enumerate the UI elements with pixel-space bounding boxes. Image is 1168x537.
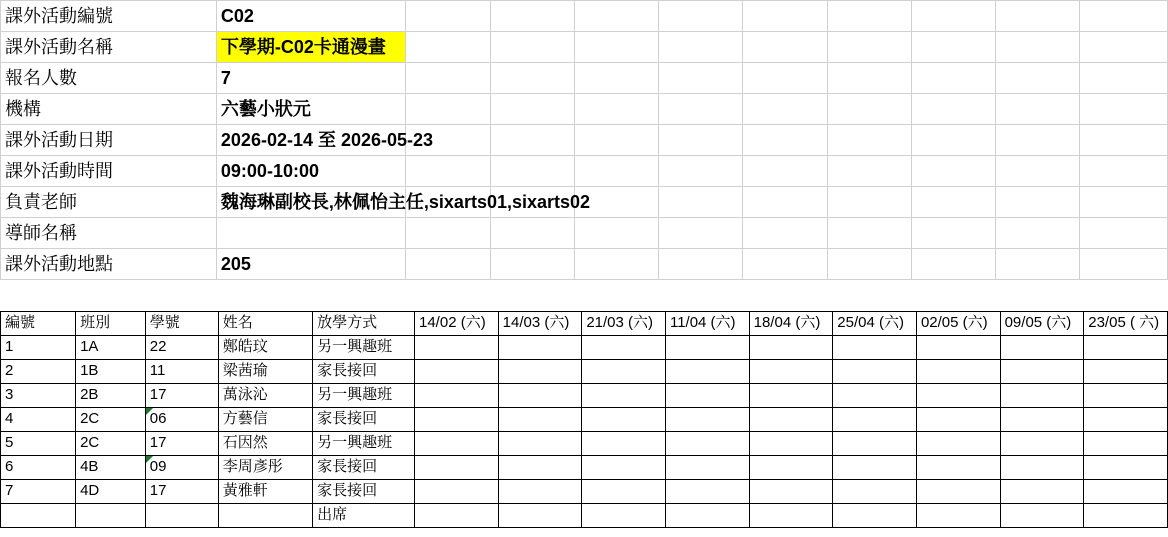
- info-row: [1, 249, 1168, 280]
- cell-attendance[interactable]: [1000, 479, 1084, 503]
- cell-name[interactable]: 方藝信: [218, 407, 312, 431]
- cell-attendance[interactable]: [665, 455, 749, 479]
- empty-cell[interactable]: [659, 187, 743, 218]
- table-row: [1, 359, 1168, 383]
- empty-cell[interactable]: [490, 218, 574, 249]
- info-label-organisation: 機構: [1, 94, 217, 125]
- column-header-dismissal[interactable]: 放學方式: [313, 311, 415, 335]
- cell-class[interactable]: 2C: [76, 407, 146, 431]
- cell-attendance[interactable]: [916, 479, 1000, 503]
- cell-attendance[interactable]: [582, 479, 666, 503]
- cell-attendance[interactable]: [415, 407, 499, 431]
- empty-cell[interactable]: [827, 218, 911, 249]
- cell-attendance[interactable]: [498, 335, 582, 359]
- column-header-date-6[interactable]: 25/04 (六): [833, 311, 917, 335]
- cell-attendance-total[interactable]: [665, 503, 749, 527]
- cell-attendance[interactable]: [833, 335, 917, 359]
- cell-attendance[interactable]: [916, 455, 1000, 479]
- cell-attendance-total[interactable]: [498, 503, 582, 527]
- empty-cell[interactable]: [827, 125, 911, 156]
- info-value-enrolled-count[interactable]: 7: [216, 63, 406, 94]
- cell-dismissal[interactable]: 家長接回: [313, 359, 415, 383]
- column-header-date-1[interactable]: 14/02 (六): [415, 311, 499, 335]
- cell-name[interactable]: 萬泳沁: [218, 383, 312, 407]
- cell-attendance[interactable]: [1084, 479, 1168, 503]
- cell-no[interactable]: [1, 503, 76, 527]
- empty-cell[interactable]: [827, 187, 911, 218]
- cell-student-id[interactable]: 17: [145, 479, 218, 503]
- cell-name[interactable]: 黃雅軒: [218, 479, 312, 503]
- empty-cell[interactable]: [911, 218, 995, 249]
- empty-cell[interactable]: [743, 187, 827, 218]
- cell-student-id[interactable]: [145, 503, 218, 527]
- cell-attendance[interactable]: [665, 383, 749, 407]
- cell-dismissal[interactable]: 另一興趣班: [313, 335, 415, 359]
- cell-no[interactable]: 3: [1, 383, 76, 407]
- empty-cell[interactable]: [743, 94, 827, 125]
- spacer-cell: [574, 280, 658, 311]
- info-value-organisation[interactable]: 六藝小狀元: [216, 94, 406, 125]
- empty-cell[interactable]: [911, 63, 995, 94]
- cell-attendance[interactable]: [1000, 383, 1084, 407]
- cell-attendance[interactable]: [498, 359, 582, 383]
- info-row: [1, 32, 1168, 63]
- roster-header-row: [1, 311, 1168, 335]
- cell-attendance[interactable]: [749, 335, 833, 359]
- spacer-cell: [216, 280, 406, 311]
- empty-cell[interactable]: [1080, 125, 1168, 156]
- empty-cell[interactable]: [1080, 218, 1168, 249]
- cell-attendance[interactable]: [1000, 455, 1084, 479]
- empty-cell[interactable]: [827, 94, 911, 125]
- cell-attendance[interactable]: [916, 431, 1000, 455]
- cell-attendance[interactable]: [1000, 407, 1084, 431]
- cell-student-id[interactable]: 17: [145, 431, 218, 455]
- empty-cell[interactable]: [743, 125, 827, 156]
- cell-attendance[interactable]: [749, 479, 833, 503]
- cell-attendance-total[interactable]: [1084, 503, 1168, 527]
- info-value-activity-code[interactable]: C02: [216, 1, 406, 32]
- column-header-student-id[interactable]: 學號: [145, 311, 218, 335]
- empty-cell[interactable]: [827, 63, 911, 94]
- spacer-cell: [406, 280, 490, 311]
- cell-attendance[interactable]: [916, 407, 1000, 431]
- cell-attendance[interactable]: [582, 455, 666, 479]
- cell-attendance[interactable]: [1084, 407, 1168, 431]
- info-row: [1, 187, 1168, 218]
- empty-cell[interactable]: [406, 32, 490, 63]
- cell-name[interactable]: 梁茜瑜: [218, 359, 312, 383]
- empty-cell[interactable]: [996, 187, 1080, 218]
- column-header-date-8[interactable]: 09/05 (六): [1000, 311, 1084, 335]
- cell-attendance[interactable]: [833, 479, 917, 503]
- empty-cell[interactable]: [406, 63, 490, 94]
- empty-cell[interactable]: [574, 94, 658, 125]
- cell-attendance[interactable]: [1084, 431, 1168, 455]
- cell-no[interactable]: 1: [1, 335, 76, 359]
- info-value-instructor-name[interactable]: [216, 218, 406, 249]
- column-header-date-9[interactable]: 23/05 ( 六): [1084, 311, 1168, 335]
- cell-attendance[interactable]: [498, 407, 582, 431]
- info-label-responsible-teacher: 負責老師: [1, 187, 217, 218]
- cell-attendance[interactable]: [665, 479, 749, 503]
- empty-cell[interactable]: [827, 1, 911, 32]
- info-label-enrolled-count: 報名人數: [1, 63, 217, 94]
- column-header-name[interactable]: 姓名: [218, 311, 312, 335]
- cell-attendance[interactable]: [1000, 359, 1084, 383]
- info-row: [1, 1, 1168, 32]
- spacer-cell: [743, 280, 827, 311]
- empty-cell[interactable]: [743, 63, 827, 94]
- table-row: [1, 479, 1168, 503]
- cell-attendance[interactable]: [415, 431, 499, 455]
- cell-dismissal[interactable]: 另一興趣班: [313, 383, 415, 407]
- cell-class[interactable]: 4B: [76, 455, 146, 479]
- empty-cell[interactable]: [1080, 1, 1168, 32]
- empty-cell[interactable]: [911, 32, 995, 63]
- spacer-cell: [996, 280, 1080, 311]
- empty-cell[interactable]: [827, 32, 911, 63]
- info-label-activity-date: 課外活動日期: [1, 125, 217, 156]
- empty-cell[interactable]: [659, 156, 743, 187]
- attendance-roster-table: [0, 311, 1168, 528]
- cell-attendance[interactable]: [749, 383, 833, 407]
- cell-attendance[interactable]: [415, 383, 499, 407]
- cell-attendance[interactable]: [916, 383, 1000, 407]
- cell-name[interactable]: 石因然: [218, 431, 312, 455]
- info-row: [1, 218, 1168, 249]
- cell-attendance-total[interactable]: [1000, 503, 1084, 527]
- empty-cell[interactable]: [911, 125, 995, 156]
- cell-attendance[interactable]: [582, 335, 666, 359]
- empty-cell[interactable]: [490, 32, 574, 63]
- empty-cell[interactable]: [743, 32, 827, 63]
- cell-attendance-total[interactable]: [415, 503, 499, 527]
- empty-cell[interactable]: [827, 249, 911, 280]
- empty-cell[interactable]: [911, 94, 995, 125]
- empty-cell[interactable]: [659, 1, 743, 32]
- cell-attendance[interactable]: [582, 431, 666, 455]
- cell-attendance[interactable]: [415, 335, 499, 359]
- spacer-row: [1, 280, 1168, 311]
- cell-attendance[interactable]: [833, 455, 917, 479]
- cell-no[interactable]: 4: [1, 407, 76, 431]
- info-row: [1, 94, 1168, 125]
- cell-attendance[interactable]: [415, 455, 499, 479]
- empty-cell[interactable]: [996, 156, 1080, 187]
- cell-attendance[interactable]: [498, 455, 582, 479]
- empty-cell[interactable]: [406, 1, 490, 32]
- cell-attendance-total[interactable]: [833, 503, 917, 527]
- cell-no[interactable]: 5: [1, 431, 76, 455]
- table-footer-row: [1, 503, 1168, 527]
- cell-attendance[interactable]: [665, 335, 749, 359]
- empty-cell[interactable]: [659, 249, 743, 280]
- empty-cell[interactable]: [406, 249, 490, 280]
- info-value-responsible-teacher[interactable]: 魏海琳副校長,林佩怡主任,sixarts01,sixarts02: [216, 187, 406, 218]
- cell-class[interactable]: 1A: [76, 335, 146, 359]
- empty-cell[interactable]: [996, 125, 1080, 156]
- empty-cell[interactable]: [490, 156, 574, 187]
- empty-cell[interactable]: [996, 94, 1080, 125]
- cell-attendance[interactable]: [833, 359, 917, 383]
- cell-attendance[interactable]: [1000, 335, 1084, 359]
- cell-dismissal[interactable]: 家長接回: [313, 407, 415, 431]
- empty-cell[interactable]: [1080, 156, 1168, 187]
- cell-attendance-total[interactable]: [916, 503, 1000, 527]
- cell-attendance[interactable]: [833, 383, 917, 407]
- cell-class[interactable]: 1B: [76, 359, 146, 383]
- empty-cell[interactable]: [574, 156, 658, 187]
- table-row: [1, 455, 1168, 479]
- cell-attendance[interactable]: [1084, 359, 1168, 383]
- empty-cell[interactable]: [996, 218, 1080, 249]
- table-row: [1, 431, 1168, 455]
- info-row: [1, 63, 1168, 94]
- info-label-instructor-name: 導師名稱: [1, 218, 217, 249]
- cell-attendance[interactable]: [916, 359, 1000, 383]
- column-header-class[interactable]: 班別: [76, 311, 146, 335]
- empty-cell[interactable]: [1080, 94, 1168, 125]
- column-header-date-2[interactable]: 14/03 (六): [498, 311, 582, 335]
- empty-cell[interactable]: [406, 94, 490, 125]
- cell-class[interactable]: 2B: [76, 383, 146, 407]
- cell-student-id[interactable]: 11: [145, 359, 218, 383]
- cell-dismissal[interactable]: 另一興趣班: [313, 431, 415, 455]
- cell-attendance[interactable]: [582, 407, 666, 431]
- empty-cell[interactable]: [1080, 32, 1168, 63]
- cell-student-id[interactable]: 22: [145, 335, 218, 359]
- cell-student-id[interactable]: 17: [145, 383, 218, 407]
- spacer-cell: [827, 280, 911, 311]
- info-row: [1, 125, 1168, 156]
- empty-cell[interactable]: [996, 32, 1080, 63]
- empty-cell[interactable]: [659, 125, 743, 156]
- empty-cell[interactable]: [911, 249, 995, 280]
- info-value-activity-venue[interactable]: 205: [216, 249, 406, 280]
- cell-attendance[interactable]: [415, 359, 499, 383]
- spacer-cell: [1080, 280, 1168, 311]
- info-label-activity-code: 課外活動編號: [1, 1, 217, 32]
- cell-student-id[interactable]: 09: [145, 455, 218, 479]
- info-label-activity-name: 課外活動名稱: [1, 32, 217, 63]
- cell-attendance[interactable]: [916, 335, 1000, 359]
- cell-no[interactable]: 6: [1, 455, 76, 479]
- cell-attendance-total[interactable]: [749, 503, 833, 527]
- cell-attendance[interactable]: [498, 479, 582, 503]
- empty-cell[interactable]: [659, 218, 743, 249]
- cell-attendance-total-label[interactable]: 出席: [313, 503, 415, 527]
- cell-name[interactable]: [218, 503, 312, 527]
- cell-attendance[interactable]: [749, 455, 833, 479]
- cell-class[interactable]: 4D: [76, 479, 146, 503]
- empty-cell[interactable]: [996, 63, 1080, 94]
- cell-attendance[interactable]: [415, 479, 499, 503]
- empty-cell[interactable]: [743, 218, 827, 249]
- cell-attendance[interactable]: [498, 431, 582, 455]
- cell-student-id[interactable]: 06: [145, 407, 218, 431]
- info-row: [1, 156, 1168, 187]
- empty-cell[interactable]: [490, 1, 574, 32]
- empty-cell[interactable]: [827, 156, 911, 187]
- empty-cell[interactable]: [574, 32, 658, 63]
- cell-class[interactable]: 2C: [76, 431, 146, 455]
- spacer-cell: [911, 280, 995, 311]
- cell-attendance[interactable]: [1084, 455, 1168, 479]
- empty-cell[interactable]: [574, 125, 658, 156]
- cell-attendance[interactable]: [749, 407, 833, 431]
- cell-name[interactable]: 李周彥彤: [218, 455, 312, 479]
- column-header-no[interactable]: 編號: [1, 311, 76, 335]
- cell-attendance[interactable]: [498, 383, 582, 407]
- column-header-date-3[interactable]: 21/03 (六): [582, 311, 666, 335]
- column-header-date-7[interactable]: 02/05 (六): [916, 311, 1000, 335]
- empty-cell[interactable]: [743, 249, 827, 280]
- spacer-cell: [1, 280, 217, 311]
- cell-dismissal[interactable]: 家長接回: [313, 455, 415, 479]
- empty-cell[interactable]: [659, 94, 743, 125]
- info-value-activity-date[interactable]: 2026-02-14 至 2026-05-23: [216, 125, 406, 156]
- empty-cell[interactable]: [574, 218, 658, 249]
- column-header-date-5[interactable]: 18/04 (六): [749, 311, 833, 335]
- empty-cell[interactable]: [1080, 63, 1168, 94]
- info-label-activity-venue: 課外活動地點: [1, 249, 217, 280]
- cell-attendance[interactable]: [833, 431, 917, 455]
- empty-cell[interactable]: [996, 249, 1080, 280]
- empty-cell[interactable]: [1080, 249, 1168, 280]
- cell-class[interactable]: [76, 503, 146, 527]
- empty-cell[interactable]: [911, 1, 995, 32]
- info-value-activity-name[interactable]: 下學期-C02卡通漫畫: [216, 32, 406, 63]
- empty-cell[interactable]: [911, 187, 995, 218]
- empty-cell[interactable]: [743, 1, 827, 32]
- empty-cell[interactable]: [490, 125, 574, 156]
- empty-cell[interactable]: [743, 156, 827, 187]
- empty-cell[interactable]: [490, 63, 574, 94]
- info-label-activity-time: 課外活動時間: [1, 156, 217, 187]
- empty-cell[interactable]: [1080, 187, 1168, 218]
- cell-name[interactable]: 鄭皓玟: [218, 335, 312, 359]
- empty-cell[interactable]: [490, 94, 574, 125]
- cell-attendance[interactable]: [665, 431, 749, 455]
- spacer-cell: [659, 280, 743, 311]
- spacer-cell: [490, 280, 574, 311]
- table-row: [1, 383, 1168, 407]
- cell-attendance[interactable]: [665, 407, 749, 431]
- cell-attendance-total[interactable]: [582, 503, 666, 527]
- empty-cell[interactable]: [574, 249, 658, 280]
- cell-no[interactable]: 7: [1, 479, 76, 503]
- empty-cell[interactable]: [659, 32, 743, 63]
- empty-cell[interactable]: [996, 1, 1080, 32]
- cell-attendance[interactable]: [1084, 335, 1168, 359]
- empty-cell[interactable]: [911, 156, 995, 187]
- column-header-date-4[interactable]: 11/04 (六): [665, 311, 749, 335]
- cell-attendance[interactable]: [749, 359, 833, 383]
- info-value-activity-time[interactable]: 09:00-10:00: [216, 156, 406, 187]
- cell-attendance[interactable]: [749, 431, 833, 455]
- cell-attendance[interactable]: [582, 383, 666, 407]
- cell-attendance[interactable]: [833, 407, 917, 431]
- cell-attendance[interactable]: [582, 359, 666, 383]
- cell-attendance[interactable]: [1084, 383, 1168, 407]
- table-row: [1, 335, 1168, 359]
- empty-cell[interactable]: [574, 63, 658, 94]
- empty-cell[interactable]: [659, 63, 743, 94]
- empty-cell[interactable]: [574, 1, 658, 32]
- empty-cell[interactable]: [406, 156, 490, 187]
- cell-no[interactable]: 2: [1, 359, 76, 383]
- cell-attendance[interactable]: [1000, 431, 1084, 455]
- empty-cell[interactable]: [406, 218, 490, 249]
- table-row: [1, 407, 1168, 431]
- cell-dismissal[interactable]: 家長接回: [313, 479, 415, 503]
- empty-cell[interactable]: [490, 249, 574, 280]
- cell-attendance[interactable]: [665, 359, 749, 383]
